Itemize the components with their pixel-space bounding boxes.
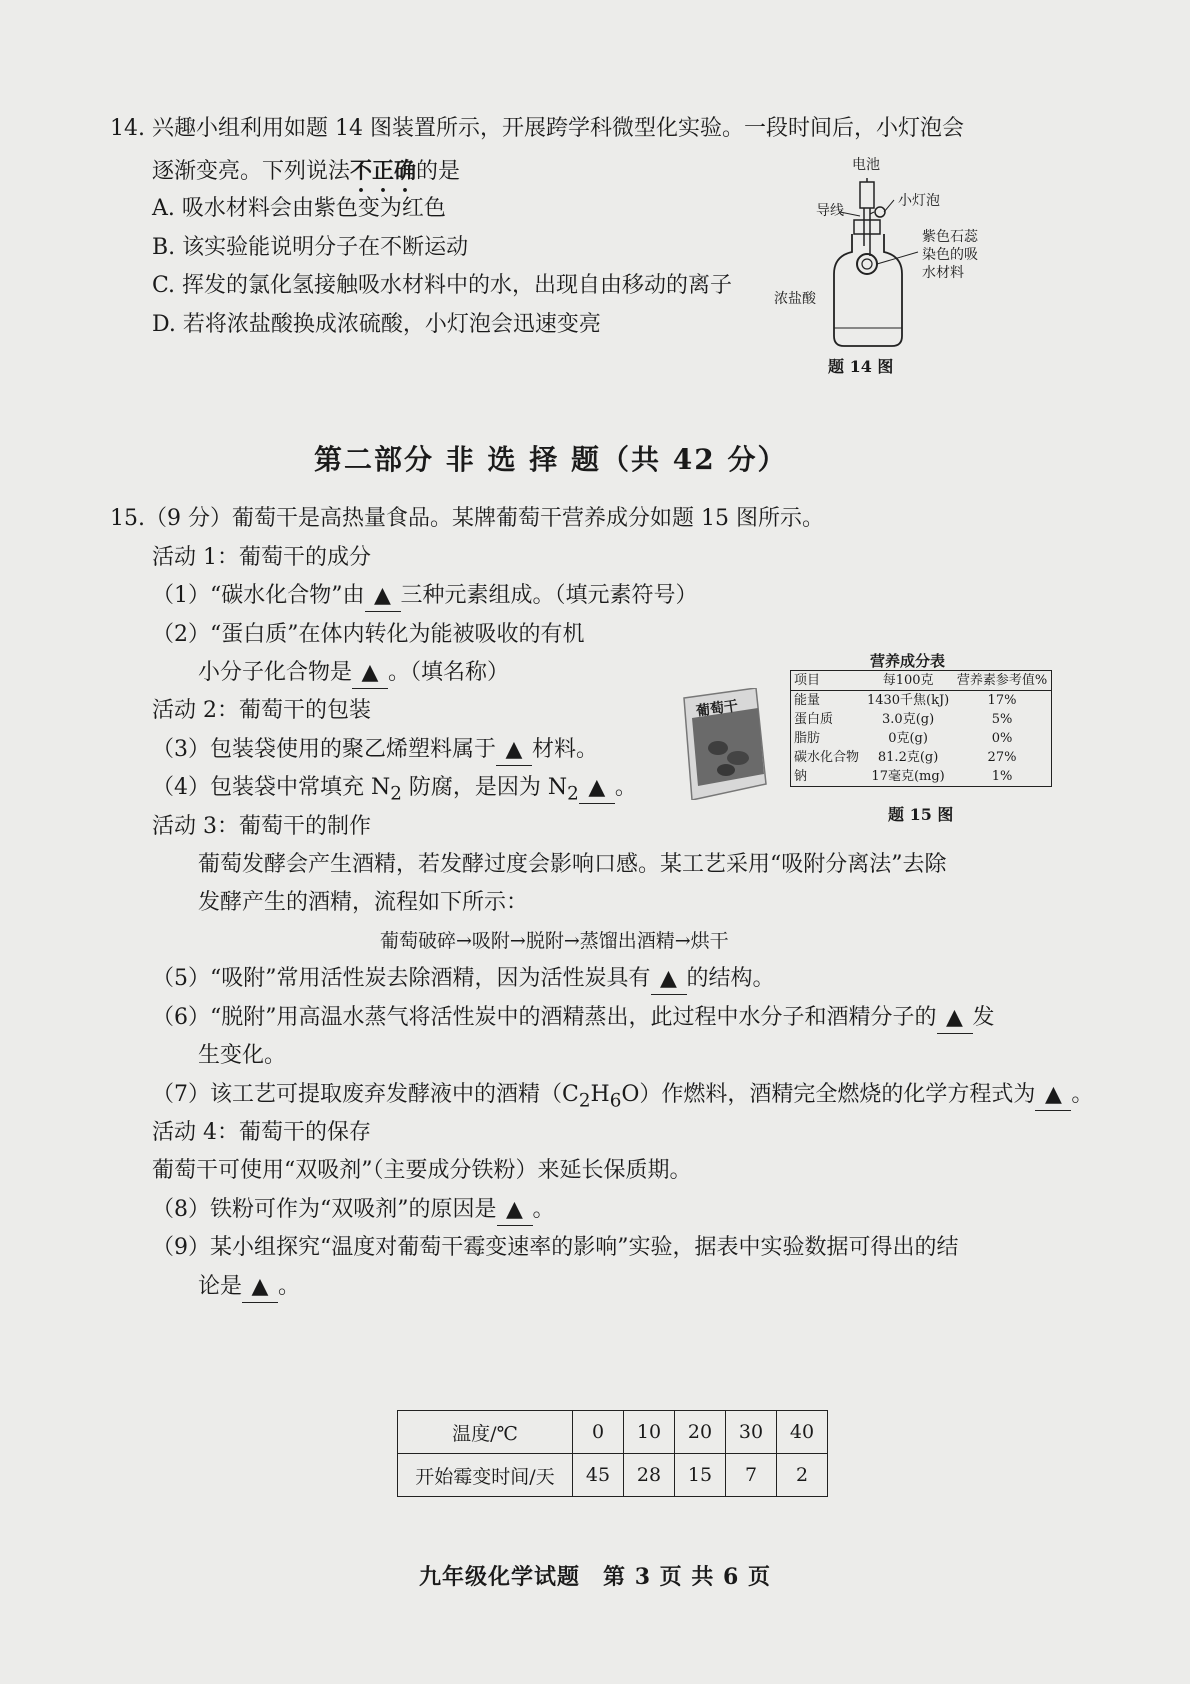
answer-blank-6[interactable]: ▲	[937, 1003, 973, 1034]
table-cell: 碳水化合物	[794, 750, 860, 765]
n2-subscript-2: 2	[567, 783, 579, 805]
table-cell: 能量	[794, 693, 821, 708]
table-cell: 28	[624, 1454, 675, 1497]
table-cell: 81.2克(g)	[877, 750, 939, 765]
q14-option-a: A. 吸水材料会由紫色变为红色	[152, 196, 446, 221]
q15-sub7-post: 。	[1071, 1082, 1094, 1107]
q15-sub4-mid: 防腐，是因为 N	[401, 775, 568, 800]
table-cell: 1%	[991, 769, 1013, 784]
activity-1-title: 活动 1：葡萄干的成分	[152, 545, 371, 570]
temperature-label: 温度/℃	[398, 1411, 573, 1454]
q15-intro: 15.（9 分）葡萄干是高热量食品。某牌葡萄干营养成分如题 15 图所示。	[110, 506, 824, 531]
table-cell: 蛋白质	[794, 712, 834, 727]
nutrition-header-nrv: 营养素参考值%	[953, 671, 1052, 691]
table-cell: 17%	[987, 693, 1017, 708]
table-cell: 40	[777, 1411, 828, 1454]
q15-sub4-pre: （4）包装袋中常填充 N	[152, 775, 391, 800]
process-flow: 葡萄破碎→吸附→脱附→蒸馏出酒精→烘干	[380, 930, 729, 952]
q15-sub3	[152, 735, 598, 766]
activity-4-paragraph: 葡萄干可使用“双吸剂”（主要成分铁粉）来延长保质期。	[152, 1158, 692, 1183]
q15-sub6-pre: （6）“脱附”用高温水蒸气将活性炭中的酒精蒸出，此过程中水分子和酒精分子的	[152, 1005, 937, 1030]
q15-sub5	[152, 964, 775, 995]
q14-option-b: B. 该实验能说明分子在不断运动	[152, 235, 469, 260]
q15-sub2-line2	[198, 658, 509, 689]
answer-blank-4[interactable]: ▲	[579, 773, 615, 804]
table-cell: 45	[573, 1454, 624, 1497]
q15-sub9-line1: （9）某小组探究“温度对葡萄干霉变速率的影响”实验，据表中实验数据可得出的结	[152, 1235, 959, 1260]
q15-sub1-post: 三种元素组成。（填元素符号）	[400, 583, 698, 608]
part2-heading: 第二部分 非 选 择 题（共 42 分）	[314, 443, 788, 476]
activity-2-title: 活动 2：葡萄干的包装	[152, 698, 371, 723]
table-cell: 钠	[794, 769, 808, 784]
q15-sub6-line2: 生变化。	[198, 1043, 287, 1068]
answer-blank-3[interactable]: ▲	[496, 735, 532, 766]
q15-sub5-pre: （5）“吸附”常用活性炭去除酒精，因为活性炭具有	[152, 966, 651, 991]
q15-sub3-pre: （3）包装袋使用的聚乙烯塑料属于	[152, 737, 496, 762]
answer-blank-5[interactable]: ▲	[651, 964, 687, 995]
material-label-line3: 水材料	[922, 265, 964, 281]
q15-sub1	[152, 581, 698, 612]
nutrition-table	[790, 670, 1052, 787]
bag-label: 葡萄干	[695, 698, 740, 720]
table-cell: 5%	[991, 712, 1013, 727]
table-cell: 7	[726, 1454, 777, 1497]
ethanol-sub-h: 6	[609, 1090, 622, 1112]
q14-figure-caption: 题 14 图	[828, 357, 894, 376]
n2-subscript: 2	[390, 783, 402, 805]
wire-label: 导线	[816, 203, 844, 219]
q15-sub9-pre: 论是	[198, 1274, 243, 1299]
q15-sub3-post: 材料。	[532, 737, 599, 762]
table-cell: 0克(g)	[888, 731, 928, 746]
table-cell: 3.0克(g)	[882, 712, 935, 727]
activity-3-paragraph-line2: 发酵产生的酒精，流程如下所示：	[198, 890, 529, 915]
table-cell: 10	[624, 1411, 675, 1454]
answer-blank-9[interactable]: ▲	[242, 1272, 278, 1303]
table-cell: 20	[675, 1411, 726, 1454]
q15-sub8	[152, 1195, 555, 1226]
temperature-mold-table	[397, 1410, 828, 1497]
table-row	[791, 767, 1052, 787]
material-label-line2: 染色的吸	[922, 247, 978, 263]
q14-stem-line2-post: 的是	[416, 159, 461, 184]
table-row	[791, 710, 1052, 729]
nutrition-header-per100: 每100克	[863, 671, 953, 691]
q15-sub8-pre: （8）铁粉可作为“双吸剂”的原因是	[152, 1197, 497, 1222]
nutrition-header-item: 项目	[791, 671, 864, 691]
raisin-package-image	[678, 688, 768, 800]
q14-figure	[774, 157, 1060, 380]
table-cell: 1430千焦(kJ)	[866, 693, 950, 708]
q14-emphasis: 不正确	[350, 158, 417, 184]
q15-figure-caption: 题 15 图	[888, 805, 954, 824]
table-cell: 2	[777, 1454, 828, 1497]
q15-sub7-pre: （7）该工艺可提取废弃发酵液中的酒精（C	[152, 1082, 579, 1107]
q14-option-d: D. 若将浓盐酸换成浓硫酸，小灯泡会迅速变亮	[152, 312, 601, 337]
activity-4-title: 活动 4：葡萄干的保存	[152, 1120, 371, 1145]
q15-sub7-mid: O）作燃料，酒精完全燃烧的化学方程式为	[621, 1082, 1036, 1107]
q14-stem-line2-pre: 逐渐变亮。下列说法	[152, 159, 351, 184]
ethanol-h: H	[590, 1082, 610, 1107]
ethanol-sub-c: 2	[578, 1090, 591, 1112]
table-cell: 脂肪	[794, 731, 821, 746]
activity-3-paragraph-line1: 葡萄发酵会产生酒精，若发酵过度会影响口感。某工艺采用“吸附分离法”去除	[198, 852, 947, 877]
table-cell: 15	[675, 1454, 726, 1497]
q15-sub4	[152, 773, 637, 809]
q15-sub1-pre: （1）“碳水化合物”由	[152, 583, 365, 608]
table-row	[791, 729, 1052, 748]
battery-label: 电池	[852, 157, 880, 173]
table-cell: 0	[573, 1411, 624, 1454]
nutrition-table-title: 营养成分表	[870, 652, 946, 670]
table-row	[791, 748, 1052, 767]
q14-stem-line1: 14. 兴趣小组利用如题 14 图装置所示，开展跨学科微型化实验。一段时间后，小灯泡会	[110, 116, 964, 141]
mold-time-label: 开始霉变时间/天	[398, 1454, 573, 1497]
q14-option-c: C. 挥发的氯化氢接触吸水材料中的水，出现自由移动的离子	[152, 273, 733, 298]
nutrition-header-row	[791, 671, 1052, 691]
answer-blank-7[interactable]: ▲	[1035, 1080, 1071, 1111]
q15-sub9-line2	[198, 1272, 300, 1303]
q14-stem-line2	[152, 156, 460, 197]
bulb-label: 小灯泡	[898, 193, 940, 209]
q15-sub4-post: 。	[614, 775, 637, 800]
table-cell: 27%	[987, 750, 1017, 765]
answer-blank-1[interactable]: ▲	[365, 581, 401, 612]
q15-sub2-line1: （2）“蛋白质”在体内转化为能被吸收的有机	[152, 622, 585, 647]
table-cell: 30	[726, 1411, 777, 1454]
q15-sub7	[152, 1080, 1093, 1116]
material-label-line1: 紫色石蕊	[922, 229, 978, 245]
q15-sub5-post: 的结构。	[686, 966, 775, 991]
table-row	[398, 1411, 828, 1454]
answer-blank-8[interactable]: ▲	[497, 1195, 533, 1226]
q15-sub6-line1	[152, 1003, 995, 1034]
activity-3-title: 活动 3：葡萄干的制作	[152, 814, 371, 839]
answer-blank-2[interactable]: ▲	[352, 658, 388, 689]
table-cell: 17毫克(mg)	[871, 769, 945, 784]
table-row	[791, 691, 1052, 711]
acid-label: 浓盐酸	[774, 291, 816, 307]
q15-sub2-pre: 小分子化合物是	[198, 660, 353, 685]
page-footer: 九年级化学试题 第 3 页 共 6 页	[419, 1564, 771, 1590]
q15-sub2-post: 。（填名称）	[388, 660, 510, 685]
table-cell: 0%	[991, 731, 1013, 746]
q15-sub6-post: 发	[972, 1005, 995, 1030]
q15-sub9-post: 。	[278, 1274, 301, 1299]
q15-sub8-post: 。	[532, 1197, 555, 1222]
table-row	[398, 1454, 828, 1497]
